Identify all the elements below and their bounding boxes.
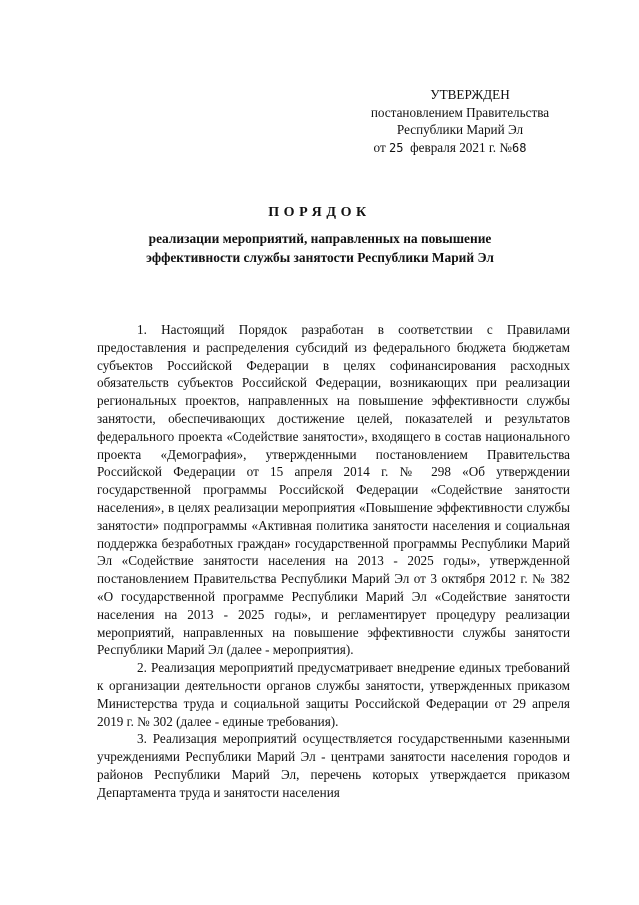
approval-date-line <box>320 139 580 158</box>
approval-date-month-year: февраля 2021 г. <box>410 139 497 155</box>
paragraph-1: 1. Настоящий Порядок разработан в соответствии с Правилами предоставления и распределения субсидий из федерального бюджета бюджетам субъектов Российской Федерации в целях софинансирования расходных обязательств субъектов Российской Федерации, возникающих при реализации региональных проектов, направленных на повышение эффективности службы занятости, обеспечивающих достижение целей, показателей и результатов федерального проекта «Содействие занятости», входящего в состав национального проекта «Демография», утвержденными постановлением Правительства Российской Федерации от 15 апреля 2014 г. № 298 «Об утверждении государственной программы Российской Федерации «Содействие занятости населения», в целях реализации мероприятия «Повышение эффективности службы занятости» подпрограммы «Активная политика занятости населения и социальная поддержка безработных граждан» государственной программы Республики Марий Эл «Содействие занятости населения на 2013 - 2025 годы», утвержденной постановлением Правительства Республики Марий Эл от 3 октября 2012 г. № 382 «О государственной программе Республики Марий Эл «Содействие занятости населения на 2013 - 2025 годы», и регламентирует процедуру реализации мероприятий, направленных на повышение эффективности службы занятости Республики Марий Эл (далее - мероприятия). <box>97 322 570 658</box>
approval-line-2: Республики Марий Эл <box>396 122 524 137</box>
paragraph-3: 3. Реализация мероприятий осуществляется государственными казенными учреждениями Республики Марий Эл - центрами занятости населения городов и районов Республики Марий Эл, перечень которых утверждается приказом Департамента труда и занятости населения <box>97 731 570 800</box>
document-subtitle <box>110 230 530 267</box>
paragraph-2: 2. Реализация мероприятий предусматривает внедрение единых требований к организации деятельности органов службы занятости, утвержденных приказом Министерства труда и социальной защиты Российской Федерации от 29 апреля 2019 г. № 302 (далее - единые требования). <box>97 660 570 729</box>
approval-line-1: постановлением Правительства <box>370 104 550 120</box>
approval-date-day: 25 <box>389 140 404 155</box>
approval-date-prefix: от <box>373 139 386 155</box>
document-body <box>97 321 570 802</box>
approval-number: 68 <box>512 140 527 155</box>
approval-stamp <box>340 86 580 157</box>
document-subtitle-line-1: реализации мероприятий, направленных на повышение <box>148 231 492 246</box>
document-subtitle-line-2: эффективности службы занятости Республики Марий Эл <box>146 249 494 265</box>
approval-title: УТВЕРЖДЕН <box>430 87 510 102</box>
document-title: ПОРЯДОК <box>268 205 371 220</box>
approval-number-sign: № <box>499 139 512 155</box>
